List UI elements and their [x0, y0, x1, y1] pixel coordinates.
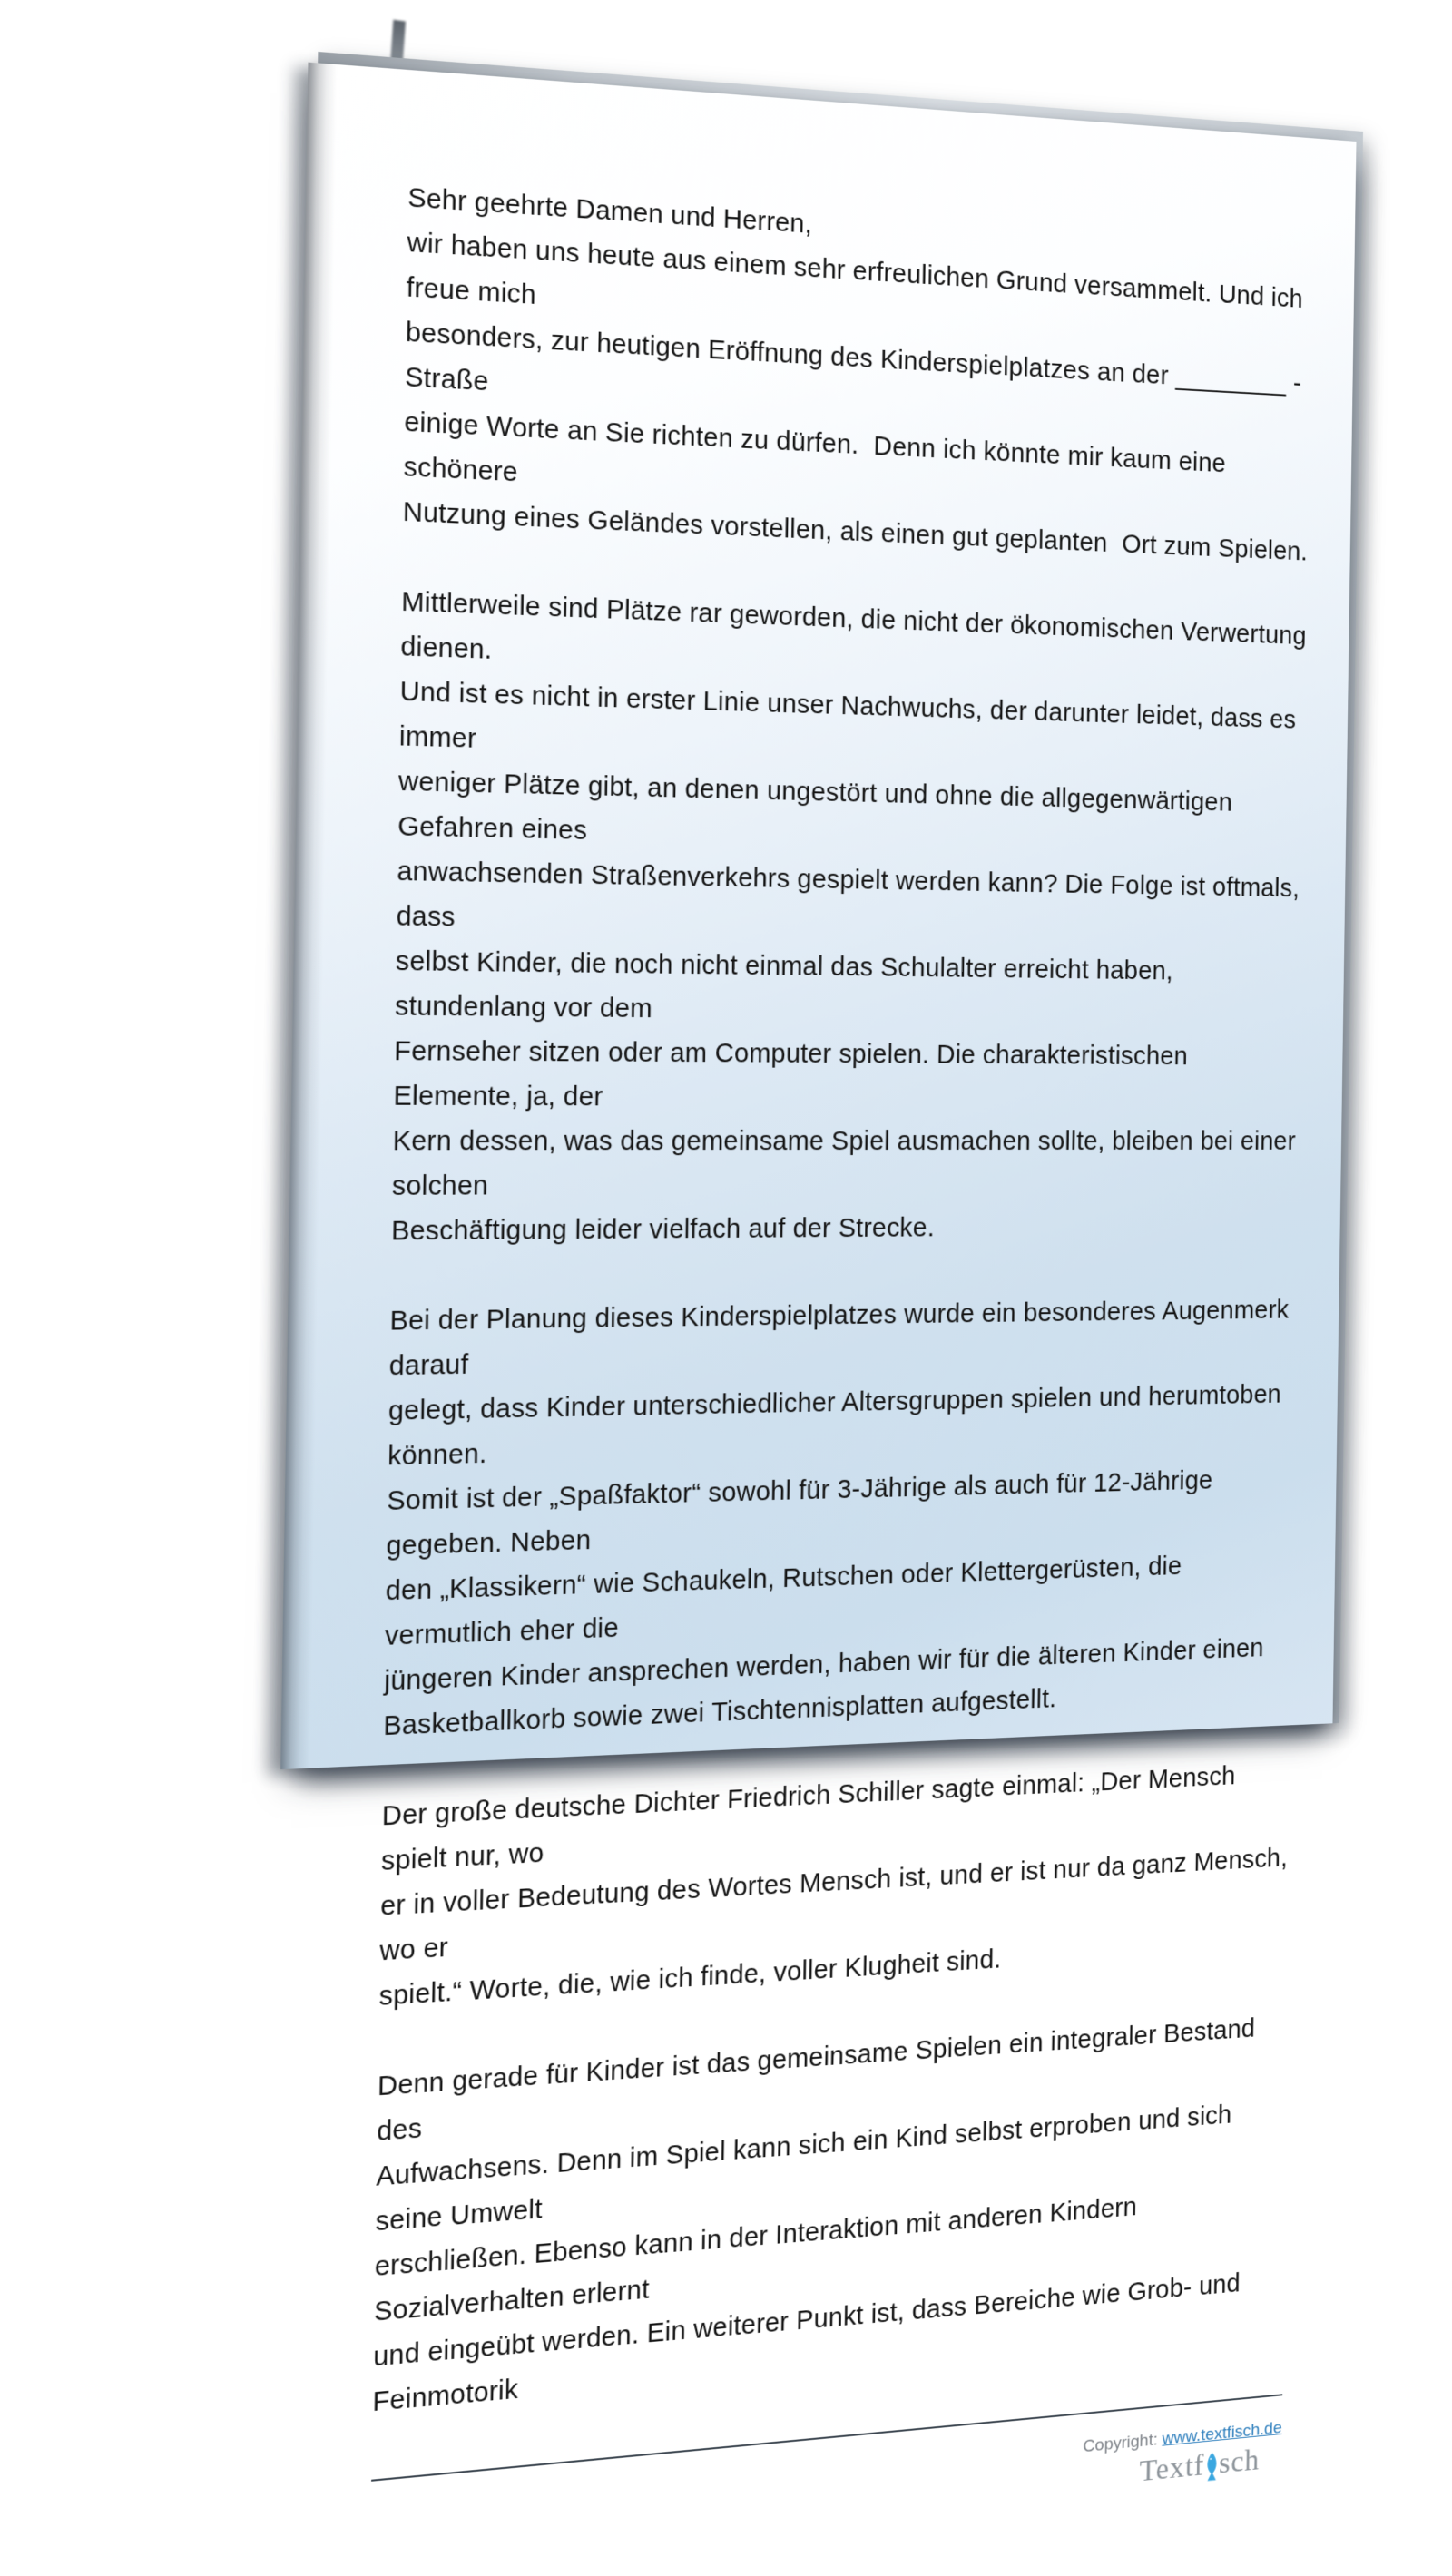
letter-paragraph-intro: wir haben uns heute aus einem sehr erfreulichen Grund versammelt. Und ich freue mich besonders, zur heutigen Eröffnung des Kinderspielplatzes an der ________ - Straße einige Worte an Sie richten zu dürfen. Denn ich könnte mir kaum eine schönere Nutzung eines Geländes vorstellen, als einen gut geplanten Ort zum Spielen.: [402, 228, 1309, 567]
copyright-label: Copyright:: [1083, 2430, 1158, 2457]
letter-body: [280, 63, 1356, 2489]
logo-text-pre: Textf: [1139, 2448, 1205, 2489]
logo-text-post: sch: [1218, 2443, 1261, 2481]
tilted-paper-mockup: [280, 63, 1356, 2489]
fish-icon: [1205, 2451, 1219, 2483]
letter-paragraph-spielen: Denn gerade für Kinder ist das gemeinsame Spielen ein integraler Bestand des Aufwachsens. Denn im Spiel kann sich ein Kind selbst erproben und sich seine Umwelt erschließen. Ebenso kann in der Interaktion mit anderen Kindern Sozialverhalten erlernt und eingeübt werden. Ein weiterer Punkt ist, dass Bereiche wie Grob- und Feinmotorik: [372, 2014, 1256, 2418]
document-page: [280, 63, 1356, 2489]
copyright-link[interactable]: www.textfisch.de: [1162, 2418, 1282, 2449]
textfisch-logo: [1139, 2444, 1260, 2489]
letter-paragraph-schiller-zitat: Der große deutsche Dichter Friedrich Schiller sagte einmal: „Der Mensch spielt nur, wo er in voller Bedeutung des Wortes Mensch ist, und er ist nur da ganz Mensch, wo er spielt.“ Worte, die, wie ich finde, voller Klugheit sind.: [378, 1761, 1289, 2013]
letter-paragraph-planung: Bei der Planung dieses Kinderspielplatzes wurde ein besonderes Augenmerk darauf gelegt, dass Kinder unterschiedlicher Altersgruppen spielen und herumtoben können. Somit ist der „Spaßfaktor“ sowohl für 3-Jährige als auch für 12-Jährige gegeben. Neben den „Klassikern“ wie Schaukeln, Rutschen oder Klettergerüsten, die vermutlich eher die jüngeren Kinder ansprechen werden, haben wir für die älteren Kinder einen Basketballkorb sowie zwei Tischtennisplatten aufgestellt.: [383, 1296, 1290, 1742]
letter-paragraph-plaetze: Mittlerweile sind Plätze rar geworden, die nicht der ökonomischen Verwertung dienen. Und ist es nicht in erster Linie unser Nachwuchs, der darunter leidet, dass es immer weniger Plätze gibt, an denen ungestört und ohne die allgegenwärtigen Gefahren eines anwachsenden Straßenverkehrs gespielt werden kann? Die Folge ist oftmals, dass selbst Kinder, die noch nicht einmal das Schulalter erreicht haben, stundenlang vor dem Fernseher sitzen oder am Computer spielen. Die charakteristischen Elemente, ja, der Kern dessen, was das gemeinsame Spiel ausmachen sollte, bleiben bei einer solchen Beschäftigung leider vielfach auf der Strecke.: [390, 587, 1307, 1247]
page-footer: [370, 2394, 1283, 2566]
salutation-line: Sehr geehrte Damen und Herren,: [407, 182, 813, 240]
